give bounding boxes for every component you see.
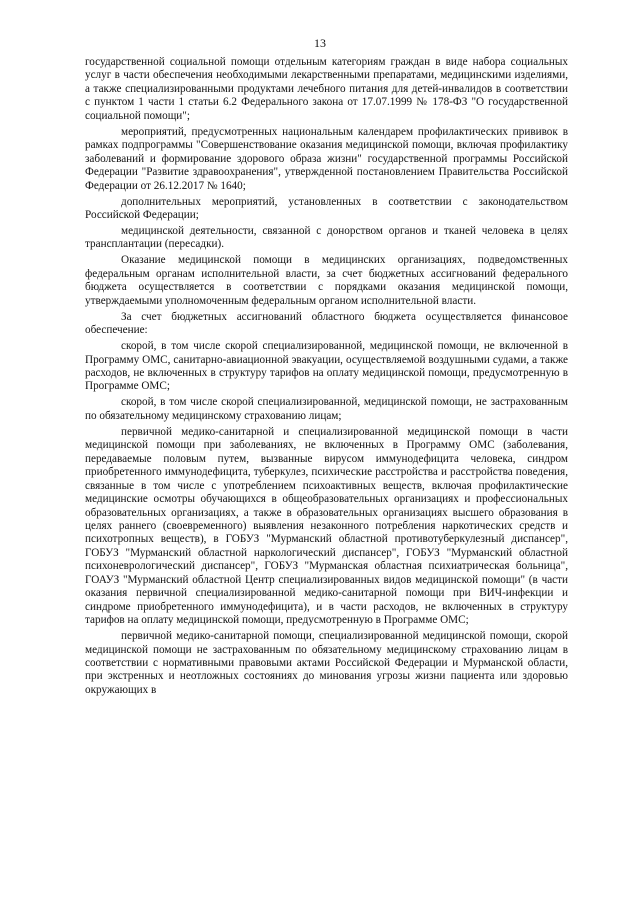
- paragraph: За счет бюджетных ассигнований областного бюджета осуществляется финансовое обеспечение:: [85, 310, 568, 337]
- paragraph: скорой, в том числе скорой специализированной, медицинской помощи, не включенной в Программу ОМС, санитарно-авиационной эвакуации, осуществляемой воздушными судами, а также расходов, не включенных в структуру тарифов на оплату медицинской помощи, предусмотренную в Программе ОМС;: [85, 340, 568, 393]
- paragraph: первичной медико-санитарной помощи, специализированной медицинской помощи, скорой медицинской помощи не застрахованным по обязательному медицинскому страхованию лицам в соответствии с нормативными правовыми актами Российской Федерации и Мурманской области, при экстренных и неотложных состояниях до минования угрозы жизни пациента или здоровью окружающих в: [85, 630, 568, 696]
- paragraph: Оказание медицинской помощи в медицинских организациях, подведомственных федеральным органам исполнительной власти, за счет бюджетных ассигнований федерального бюджета осуществляется в соответствии с порядками оказания медицинской помощи, утверждаемыми уполномоченным федеральным органом исполнительной власти.: [85, 254, 568, 307]
- page-number: 13: [314, 36, 326, 50]
- paragraph: скорой, в том числе скорой специализированной, медицинской помощи, не застрахованным по обязательному медицинскому страхованию лицам;: [85, 396, 568, 422]
- paragraph: мероприятий, предусмотренных национальным календарем профилактических прививок в рамках подпрограммы "Совершенствование оказания медицинской помощи, включая профилактику заболеваний и формирование здорового образа жизни" государственной программы Российской Федерации "Развитие здравоохранения", утвержденной постановлением Правительства Российской Федерации от 26.12.2017 № 1640;: [85, 125, 568, 192]
- paragraph: дополнительных мероприятий, установленных в соответствии с законодательством Российской Федерации;: [85, 195, 568, 221]
- document-body: [85, 56, 568, 700]
- paragraph: первичной медико-санитарной и специализированной медицинской помощи в части медицинской помощи при заболеваниях, не включенных в Программу ОМС (заболевания, передаваемые половым путем, вызванные вирусом иммунодефицита человека, синдром приобретенного иммунодефицита, туберкулез, психические расстройства и расстройства поведения, связанные в том числе с употреблением психоактивных веществ, включая профилактические медицинские осмотры обучающихся в общеобразовательных организациях и профессиональных образовательных организациях, а также в образовательных организациях высшего образования в целях раннего (своевременного) выявления незаконного потребления наркотических средств и психотропных веществ), в ГОБУЗ "Мурманский областной противотуберкулезный диспансер", ГОБУЗ "Мурманский областной наркологический диспансер", ГОБУЗ "Мурманский областной психоневрологический диспансер", ГОБУЗ "Мурманская областная психиатрическая больница", ГОАУЗ "Мурманский областной Центр специализированных видов медицинской помощи" (в части оказания первичной специализированной медико-санитарной помощи при ВИЧ-инфекции и синдроме приобретенного иммунодефицита), и в части расходов, не включенных в структуру тарифов на оплату медицинской помощи, предусмотренную в Программе ОМС;: [85, 425, 568, 627]
- paragraph: государственной социальной помощи отдельным категориям граждан в виде набора социальных услуг в части обеспечения необходимыми лекарственными препаратами, медицинскими изделиями, а также специализированными продуктами лечебного питания для детей-инвалидов в соответствии с пунктом 1 части 1 статьи 6.2 Федерального закона от 17.07.1999 № 178-ФЗ "О государственной социальной помощи";: [85, 56, 568, 122]
- paragraph: медицинской деятельности, связанной с донорством органов и тканей человека в целях трансплантации (пересадки).: [85, 224, 568, 251]
